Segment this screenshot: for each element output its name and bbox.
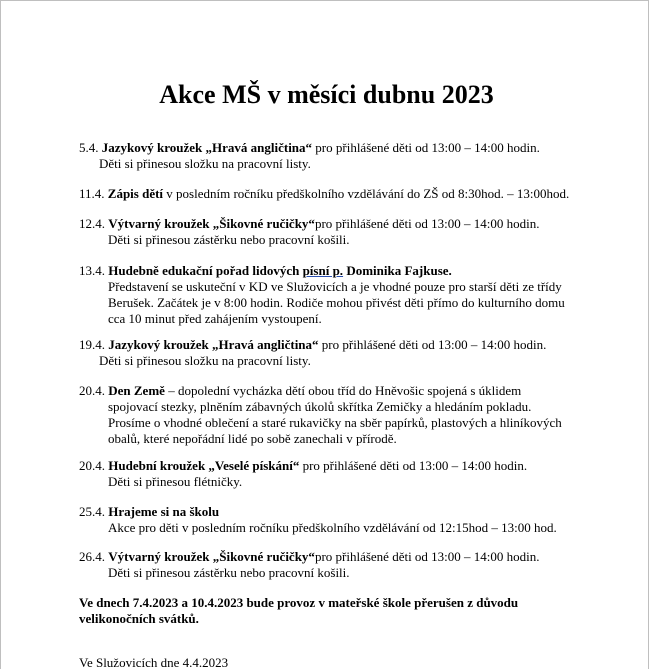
event-name: Výtvarný kroužek „Šikovné ručičky“	[108, 216, 315, 231]
event-date: 26.4.	[79, 549, 105, 564]
event-date: 20.4.	[79, 458, 105, 473]
event-name: Jazykový kroužek „Hravá angličtina“	[101, 140, 313, 155]
event-text: pro přihlášené děti od 13:00 – 14:00 hodin.	[314, 549, 540, 564]
event-detail: cca 10 minut před zahájením vystoupení.	[108, 311, 322, 326]
event-name: Jazykový kroužek „Hravá angličtina“	[108, 337, 319, 352]
event-detail: obalů, které nepořádní lidé po sobě zanechali v přírodě.	[108, 431, 397, 446]
event-detail: spojovací stezky, plněním zábavných úkolů skřítka Zemičky a hledáním pokladu.	[108, 399, 532, 414]
event-entry	[79, 337, 546, 369]
event-entry	[79, 383, 562, 447]
event-name: Hudební kroužek „Veselé pískání“	[108, 458, 300, 473]
event-detail: Děti si přinesou zástěrku nebo pracovní košili.	[108, 565, 350, 580]
page-title: Akce MŠ v měsíci dubnu 2023	[159, 80, 494, 109]
event-name: Výtvarný kroužek „Šikovné ručičky“	[108, 549, 315, 564]
event-text: – dopolední vycházka dětí obou tříd do Hněvošic spojená s úklidem	[164, 383, 522, 398]
notice-line: Ve dnech 7.4.2023 a 10.4.2023 bude provoz v mateřské škole přerušen z důvodu	[79, 595, 519, 610]
event-name-part: Dominika Fajkuse.	[343, 263, 452, 278]
event-entry	[79, 458, 527, 490]
event-entry	[79, 186, 569, 202]
event-detail: Děti si přinesou složku na pracovní listy.	[99, 353, 311, 368]
event-date: 25.4.	[79, 504, 105, 519]
event-entry	[79, 216, 540, 248]
event-detail: Děti si přinesou zástěrku nebo pracovní košili.	[108, 232, 350, 247]
event-entry	[79, 140, 540, 172]
place-date-footer: Ve Služovicích dne 4.4.2023	[79, 655, 229, 670]
event-entry	[79, 504, 557, 536]
event-entry	[79, 549, 540, 581]
event-name: Zápis dětí	[107, 186, 164, 201]
event-date: 12.4.	[79, 216, 105, 231]
event-detail: Děti si přinesou flétničky.	[108, 474, 243, 489]
event-name-part: Hudebně edukační pořad lidových	[108, 263, 303, 278]
notice-line: velikonočních svátků.	[79, 611, 199, 626]
event-date: 5.4.	[79, 140, 99, 155]
event-date: 13.4.	[79, 263, 105, 278]
event-entry	[79, 263, 565, 327]
event-name: Hrajeme si na školu	[108, 504, 220, 519]
event-text: pro přihlášené děti od 13:00 – 14:00 hodin.	[314, 216, 540, 231]
event-detail: Děti si přinesou složku na pracovní listy.	[99, 156, 311, 171]
event-text: pro přihlášené děti od 13:00 – 14:00 hodin.	[312, 140, 540, 155]
event-detail: Berušek. Začátek je v 8:00 hodin. Rodiče mohou přivést děti přímo do kulturního domu	[108, 295, 565, 310]
event-text: v posledním ročníku předškolního vzdělávání do ZŠ od 8:30hod. – 13:00hod.	[163, 186, 570, 201]
event-detail: Představení se uskuteční v KD ve Služovicích a je vhodné pouze pro starší děti ze třídy	[108, 279, 562, 294]
closure-notice	[79, 595, 518, 627]
event-text: pro přihlášené děti od 13:00 – 14:00 hodin.	[299, 458, 528, 473]
event-date: 20.4.	[79, 383, 105, 398]
event-name-underlined: písní p.	[302, 263, 344, 278]
event-date: 11.4.	[79, 186, 105, 201]
event-date: 19.4.	[79, 337, 105, 352]
event-detail: Akce pro děti v posledním ročníku předškolního vzdělávání od 12:15hod – 13:00 hod.	[108, 520, 557, 535]
event-name: Den Země	[108, 383, 165, 398]
event-detail: Prosíme o vhodné oblečení a staré rukavičky na sběr papírků, plastových a hliníkových	[108, 415, 562, 430]
event-text: pro přihlášené děti od 13:00 – 14:00 hodin.	[318, 337, 547, 352]
